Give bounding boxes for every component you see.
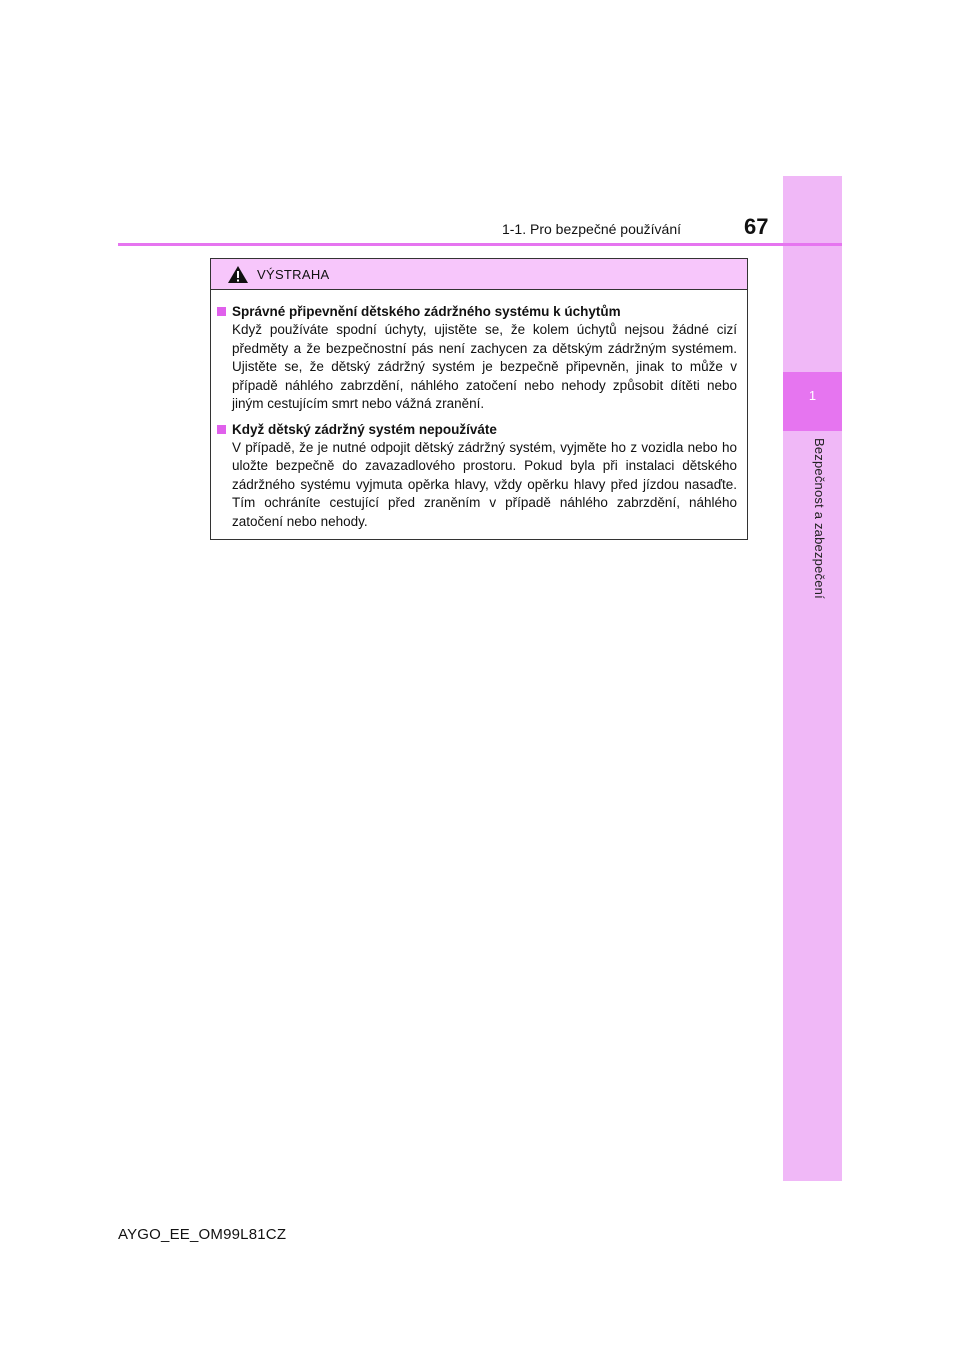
warning-title: VÝSTRAHA xyxy=(257,266,330,282)
header-divider xyxy=(118,243,842,246)
document-code: AYGO_EE_OM99L81CZ xyxy=(118,1226,287,1243)
section-title: 1-1. Pro bezpečné používání xyxy=(501,221,681,237)
chapter-label: Bezpečnost a zabezpečení xyxy=(812,438,827,599)
warning-triangle-icon xyxy=(227,265,249,284)
chapter-number: 1 xyxy=(808,388,817,403)
warning-item-text: V případě, že je nutné odpojit dětský zádržný systém, vyjměte ho z vozidla nebo ho uložte bezpečně do zavazadlového prostoru. Pokud byla při instalaci dětského zádržného systému vyjmuta opěrka hlavy, vždy opěrku hlavy před jízdou nasaďte. Tím ochráníte cestující před zraněním v případě náhlého zabrzdění, náhlého zatočení nebo nehody. xyxy=(232,439,737,529)
warning-item-heading-text: Správné připevnění dětského zádržného systému k úchytům xyxy=(232,304,621,319)
warning-item xyxy=(217,302,737,414)
warning-body xyxy=(211,290,747,531)
warning-item-heading xyxy=(217,420,737,439)
warning-item-heading xyxy=(217,302,737,321)
warning-item xyxy=(217,420,737,532)
page-number: 67 xyxy=(744,214,769,239)
chapter-side-tab xyxy=(783,176,842,1181)
square-bullet-icon xyxy=(217,425,226,434)
warning-header xyxy=(211,259,747,290)
square-bullet-icon xyxy=(217,307,226,316)
warning-item-heading-text: Když dětský zádržný systém nepoužíváte xyxy=(232,421,497,437)
warning-item-text: Když používáte spodní úchyty, ujistěte se, že kolem úchytů nejsou žádné cizí předměty a že bezpečnostní pás není zachycen za dětským zádržným systémem. Ujistěte se, že dětský zádržný systém je bezpečně připevněn, jinak to může v případě náhlého zabrzdění, náhlého zatočení nebo nehody způsobit dítěti nebo jiným cestujícím smrt nebo vážná zranění. xyxy=(232,322,737,411)
warning-box xyxy=(210,258,748,540)
